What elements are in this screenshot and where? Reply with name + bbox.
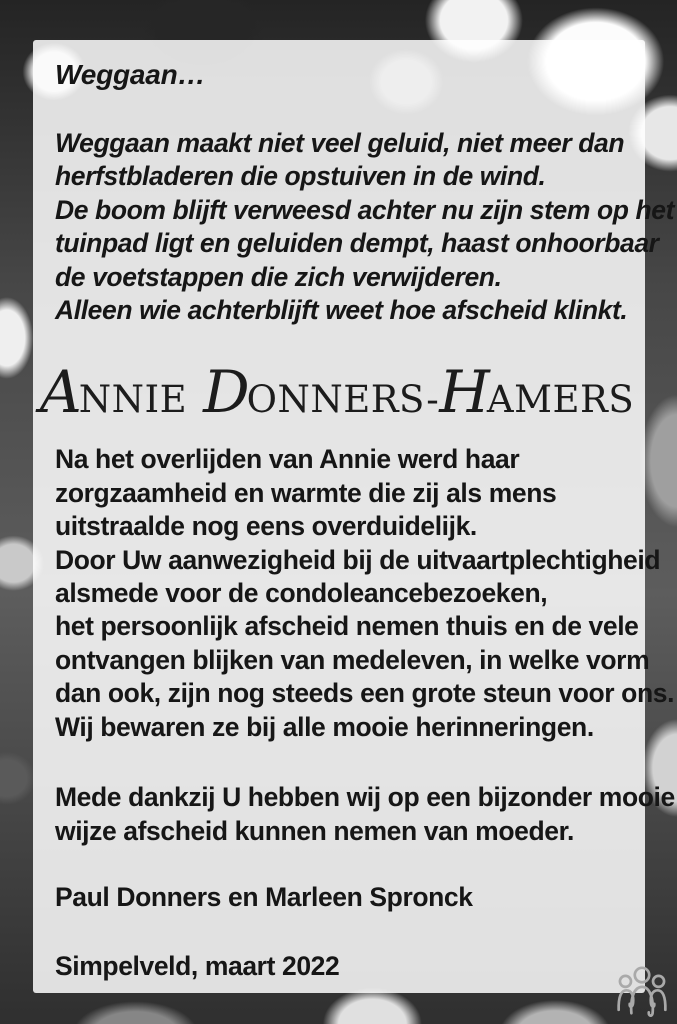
body-line: Door Uw aanwezigheid bij de uitvaartplechtigheid [55, 544, 661, 575]
opening-line: Weggaan… [55, 59, 206, 90]
people-group-icon [614, 964, 670, 1020]
signature-line: Paul Donners en Marleen Spronck [55, 881, 473, 912]
poem-line: Weggaan maakt niet veel geluid, niet meer dan [55, 128, 625, 158]
body-line: alsmede voor de condoleancebezoeken, [55, 578, 548, 609]
thanks-paragraph [55, 781, 675, 848]
body-line: dan ook, zijn nog steeds een grote steun voor ons. [55, 678, 675, 709]
name-part [439, 358, 635, 427]
name-initial: A [39, 358, 82, 427]
name-caps: ONNERS- [246, 378, 440, 422]
thanks-line: wijze afscheid kunnen nemen van moeder. [55, 815, 574, 846]
deceased-name [39, 341, 635, 443]
condolence-paragraph [55, 443, 675, 744]
name-part [39, 358, 188, 427]
poem-line: Alleen wie achterblijft weet hoe afscheid klinkt. [55, 295, 628, 326]
body-line: het persoonlijk afscheid nemen thuis en de vele [55, 611, 639, 642]
body-line: uitstraalde nog eens overduidelijk. [55, 511, 477, 542]
poem-line: herfstbladeren die opstuiven in de wind. [55, 161, 546, 192]
name-initial: H [439, 358, 490, 427]
poem-line: tuinpad ligt en geluiden dempt, haast onhoorbaar [55, 228, 659, 259]
memorial-card-panel [33, 40, 675, 993]
place-date-line: Simpelveld, maart 2022 [55, 951, 340, 982]
body-line: ontvangen blijken van medeleven, in welke vorm [55, 644, 650, 675]
name-initial: D [203, 358, 250, 427]
name-caps: NNIE [78, 378, 188, 422]
body-line: Na het overlijden van Annie werd haar [55, 444, 520, 475]
name-part [203, 358, 440, 427]
poem-line: De boom blijft verweesd achter nu zijn stem op het [55, 194, 675, 225]
name-caps: AMERS [486, 378, 635, 422]
body-line: zorgzaamheid en warmte die zij als mens [55, 477, 557, 508]
thanks-line: Mede dankzij U hebben wij op een bijzonder mooie [55, 782, 675, 813]
poem [55, 127, 675, 327]
poem-line: de voetstappen die zich verwijderen. [55, 261, 502, 292]
body-line: Wij bewaren ze bij alle mooie herinneringen. [55, 711, 594, 742]
